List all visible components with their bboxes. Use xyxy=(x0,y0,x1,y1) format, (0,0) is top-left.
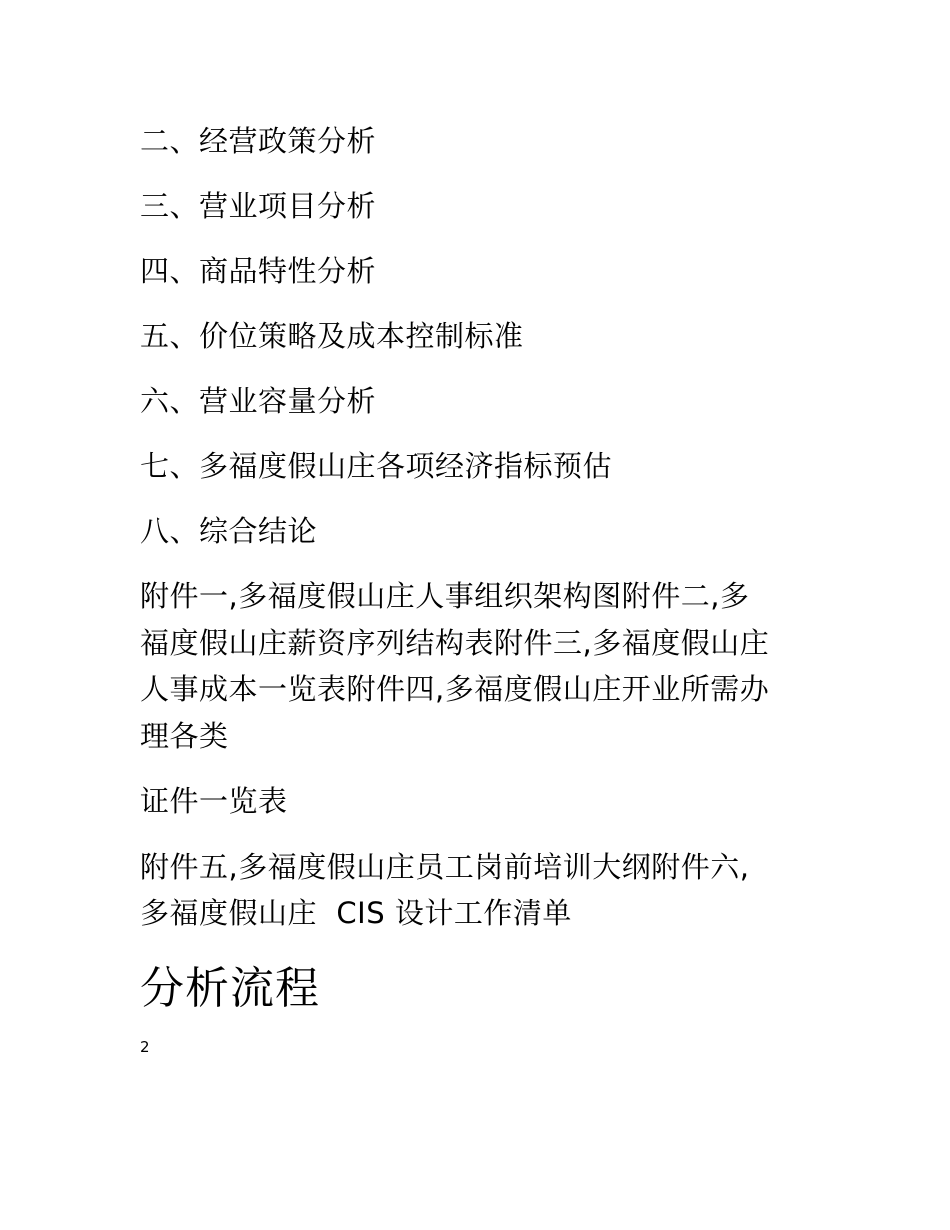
attachments-paragraph-2: 证件一览表 xyxy=(140,784,288,818)
page-number: 2 xyxy=(140,1038,150,1056)
section-heading: 分析流程 xyxy=(140,962,320,1014)
attachments-line: 福度假山庄薪资序列结构表附件三,多福度假山庄 xyxy=(140,625,770,660)
toc-item-7: 七、多福度假山庄各项经济指标预估 xyxy=(140,449,613,483)
toc-item-8: 八、综合结论 xyxy=(140,514,318,548)
attachments-paragraph-1 xyxy=(140,573,820,759)
toc-item-6: 六、营业容量分析 xyxy=(140,384,377,418)
attachments-paragraph-3 xyxy=(140,844,820,937)
toc-item-5: 五、价位策略及成本控制标准 xyxy=(140,319,524,353)
attachments-line: 理各类 xyxy=(140,718,229,753)
attachments-line: 附件一,多福度假山庄人事组织架构图附件二,多 xyxy=(140,579,750,613)
attachments-line: 附件五,多福度假山庄员工岗前培训大纲附件六, xyxy=(140,849,750,884)
attachments-line: 人事成本一览表附件四,多福度假山庄开业所需办 xyxy=(140,672,770,706)
toc-item-3: 三、营业项目分析 xyxy=(140,189,377,223)
toc-item-2: 二、经营政策分析 xyxy=(140,124,377,158)
attachments-line: 多福度假山庄 CIS 设计工作清单 xyxy=(140,896,572,930)
toc-item-4: 四、商品特性分析 xyxy=(140,254,377,288)
document-page xyxy=(140,118,820,1019)
